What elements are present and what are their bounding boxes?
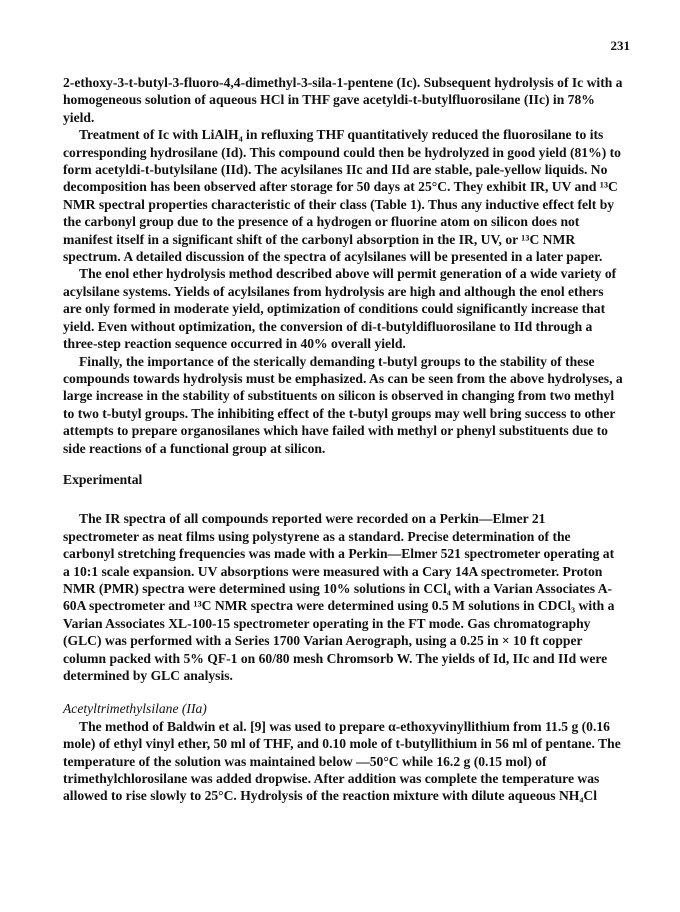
paragraph-enol-ether-method: The enol ether hydrolysis method described above will permit generation of a wide variety of acylsilane systems. Yields of acylsilanes from hydrolysis are high and although the enol ethers are only formed in moderate yield, optimization of conditions could significantly increase that yield. Even without optimization, the conversion of di-t-butyldifluorosilane to IId through a three-step reaction sequence occurred in 40% overall yield. (63, 266, 617, 352)
paragraph-instrumentation: The IR spectra of all compounds reported were recorded on a Perkin—Elmer 21 spectrometer as neat films using polystyrene as a standard. Precise determination of the carbonyl stretching frequencies was made with a Perkin—Elmer 521 spectrometer operating at a 10:1 scale expansion. UV absorptions were measured with a Cary 14A spectrometer. Proton NMR (PMR) spectra were determined using 10% solutions in CCl₄ with a Varian Associates A-60A spectrometer and ¹³C NMR spectra were determined using 0.5 M solutions in CDCl₃ with a Varian Associates XL-100-15 spectrometer operating in the FT mode. Gas chromatography (GLC) was performed with a Series 1700 Varian Aerograph, using a 0.25 in × 10 ft copper column packed with 5% QF-1 on 60/80 mesh Chromsorb W. The yields of Id, IIc and IId were determined by GLC analysis. (63, 511, 615, 683)
section-heading-experimental: Experimental (63, 471, 143, 487)
page-number: 231 (610, 38, 630, 53)
paragraph-continued: 2-ethoxy-3-t-butyl-3-fluoro-4,4-dimethyl-3-sila-1-pentene (Ic). Subsequent hydrolysis of Ic with a homogeneous solution of aqueous HCl in THF gave acetyldi-t-butylfluorosilane (IIc) in 78% yield. (63, 75, 623, 125)
paragraph-reduction: Treatment of Ic with LiAlH₄ in refluxing THF quantitatively reduced the fluorosilane to its corresponding hydrosilane (Id). This compound could then be hydrolyzed in good yield (81%) to form acetyldi-t-butylsilane (IId). The acylsilanes IIc and IId are stable, pale-yellow liquids. No decomposition has been observed after storage for 50 days at 25°C. They exhibit IR, UV and ¹³C NMR spectral properties characteristic of their class (Table 1). Thus any inductive effect felt by the carbonyl group due to the presence of a hydrogen or fluorine atom on silicon does not manifest itself in a significant shift of the carbonyl absorption in the IR, UV, or ¹³C NMR spectrum. A detailed discussion of the spectra of acylsilanes will be presented in a later paper. (63, 127, 621, 265)
paragraph-steric-effects: Finally, the importance of the sterically demanding t-butyl groups to the stability of these compounds towards hydrolysis must be emphasized. As can be seen from the above hydrolyses, a large increase in the stability of substituents on silicon is observed in changing from two methyl to two t-butyl groups. The inhibiting effect of the t-butyl groups may well bring success to other attempts to prepare organosilanes which have failed with methyl or phenyl substituents due to side reactions of a functional group at silicon. (63, 353, 623, 456)
article-body (63, 74, 623, 805)
paragraph-procedure: The method of Baldwin et al. [9] was used to prepare α-ethoxyvinyllithium from 11.5 g (0.16 mole) of ethyl vinyl ether, 50 ml of THF, and 0.10 mole of t-butyllithium in 56 ml of pentane. The temperature of the solution was maintained below —50°C while 16.2 g (0.15 mol) of trimethylchlorosilane was added dropwise. After addition was complete the temperature was allowed to rise slowly to 25°C. Hydrolysis of the reaction mixture with dilute aqueous NH₄Cl (63, 718, 621, 804)
subheading-acetyltrimethylsilane: Acetyltrimethylsilane (IIa) (63, 701, 207, 717)
